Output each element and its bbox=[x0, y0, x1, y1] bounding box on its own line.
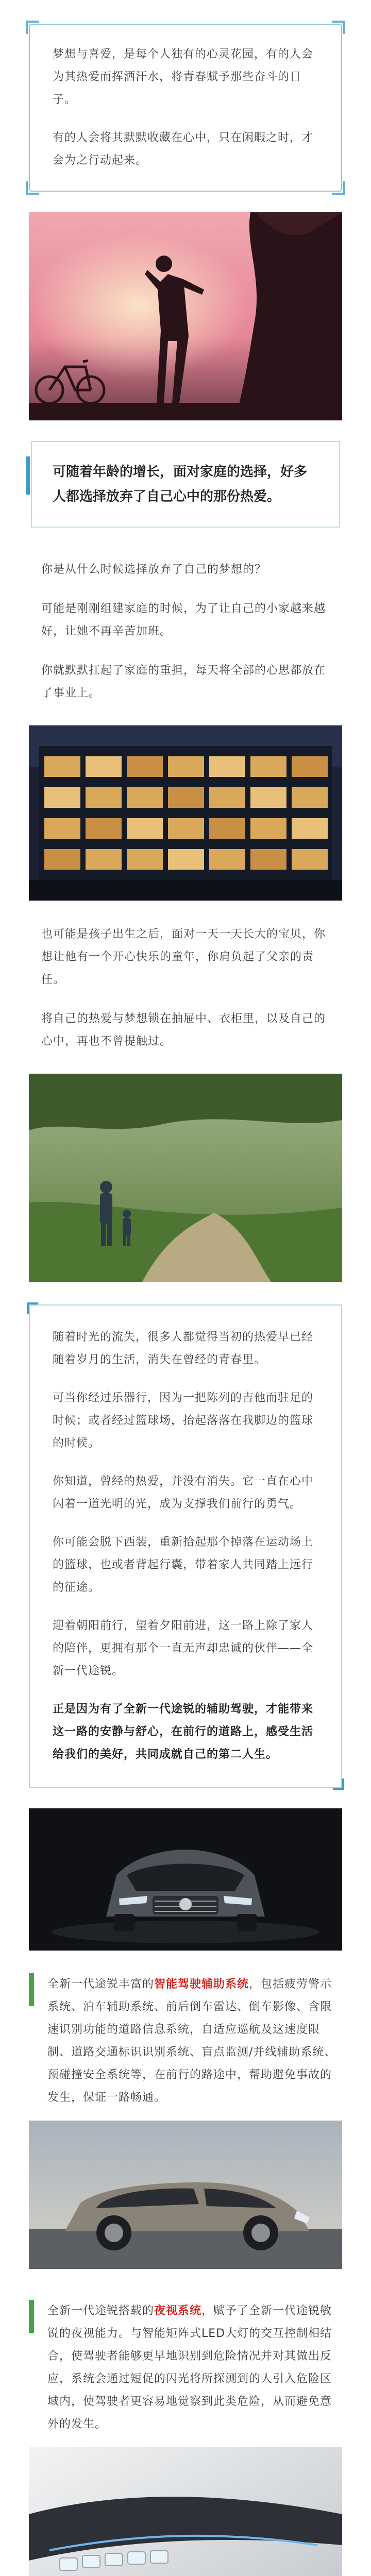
paragraph: 你是从什么时候选择放弃了自己的梦想的？ bbox=[41, 563, 267, 576]
touareg-front-image bbox=[29, 1808, 342, 1951]
touareg-front-photo bbox=[29, 1808, 342, 1951]
corner-decoration bbox=[333, 1778, 344, 1790]
corner-decoration bbox=[332, 181, 345, 195]
feature-text-post: ，包括疲劳警示系统、泊车辅助系统、前后倒车雷达、倒车影像、含限速识别功能的道路信息系统，自适应巡航及这速度限制、道路交通标识识别系统、盲点监测/并线辅助系统、预碰撞安全系统等，在前行的路途中，帮助避免事故的发生，保证一路畅通。 bbox=[47, 1978, 336, 2104]
feature-highlight: 夜视系统 bbox=[154, 2304, 202, 2317]
feature-paragraph bbox=[47, 2300, 342, 2436]
feature-assist-section bbox=[29, 1973, 342, 2109]
feature-highlight: 智能驾驶辅助系统 bbox=[154, 1978, 249, 1991]
paragraph: 你知道，曾经的热爱，并没有消失。它一直在心中闪着一道光明的光，成为支撑我们前行的勇气。 bbox=[53, 1475, 314, 1511]
building-windows bbox=[39, 746, 332, 895]
paragraph: 你就默默扛起了家庭的重担，每天将全部的心思都放在了事业上。 bbox=[41, 664, 326, 700]
feature-text-post: ，赋予了全新一代途锐敏锐的夜视能力。与智能矩阵式LED大灯的交互控制相结合，使驾驶者能够更早地识别到危险情况并对其做出反应，系统会通过短促的闪光将所探测到的人引入危险区域内，使驾驶者更容易地觉察到此类危险，从而避免意外的发生。 bbox=[47, 2304, 332, 2431]
intro-line: 有的人会将其默默收藏在心中，只在闲暇之时，才会为之行动起来。 bbox=[53, 131, 314, 167]
father-child-walking-photo bbox=[29, 1074, 342, 1282]
feature-text-pre: 全新一代途锐搭载的 bbox=[47, 2304, 155, 2317]
basketball-silhouette-image bbox=[29, 212, 342, 420]
touareg-headlight-image bbox=[29, 2447, 342, 2576]
paragraph: 迎着朝阳前行，望着夕阳前进，这一路上除了家人的陪伴，更拥有那个一直无声却忠诚的伙伴——全新一代途锐。 bbox=[53, 1619, 314, 1677]
intro-line: 梦想与喜爱，是每个人独有的心灵花园，有的人会为其热爱而挥洒汗水，将青春赋予那些奋斗的日子。 bbox=[53, 48, 314, 106]
feature-accent-bar bbox=[29, 1973, 34, 2006]
paragraph: 将自己的热爱与梦想锁在抽屉中、衣柜里，以及自己的心中，再也不曾提触过。 bbox=[41, 1012, 326, 1048]
paragraph: 你可能会脱下西装，重新拾起那个掉落在运动场上的篮球，也或者背起行囊，带着家人共同踏上远行的征途。 bbox=[53, 1536, 314, 1594]
corner-decoration bbox=[332, 21, 345, 34]
quote-box bbox=[31, 441, 340, 528]
office-building-photo bbox=[29, 725, 342, 901]
quote-accent-bar bbox=[26, 456, 30, 495]
touareg-headlight-photo bbox=[29, 2447, 342, 2576]
touareg-side-image bbox=[29, 2121, 342, 2269]
emphasis-paragraph: 正是因为有了全新一代途锐的辅助驾驶，才能带来这一路的安静与舒心，在前行的道路上，感受生活给我们的美好，共同成就自己的第二人生。 bbox=[53, 1703, 314, 1761]
intro-box bbox=[29, 24, 342, 192]
story-panel bbox=[29, 1304, 342, 1788]
child-section bbox=[41, 923, 330, 1053]
feature-paragraph bbox=[47, 1973, 342, 2109]
corner-decoration bbox=[26, 181, 39, 195]
paragraph: 可当你经过乐器行，因为一把陈列的吉他而驻足的时候；或者经过篮球场，抬起落落在我脚边的篮球的时候。 bbox=[53, 1392, 314, 1450]
feature-text-pre: 全新一代途锐丰富的 bbox=[47, 1978, 155, 1991]
touareg-side-photo bbox=[29, 2121, 342, 2269]
father-child-image bbox=[29, 1074, 342, 1282]
paragraph: 可能是刚刚组建家庭的时候，为了让自己的小家越来越好，让她不再辛苦加班。 bbox=[41, 602, 326, 638]
basketball-silhouette-photo bbox=[29, 212, 342, 420]
quote-text: 可随着年龄的增长，面对家庭的选择，好多人都选择放弃了自己心中的那份热爱。 bbox=[31, 441, 340, 528]
feature-night-vision-section bbox=[29, 2300, 342, 2436]
office-building-image bbox=[29, 725, 342, 901]
feature-accent-bar bbox=[29, 2300, 34, 2333]
corner-decoration bbox=[26, 21, 39, 34]
paragraph: 也可能是孩子出生之后，面对一天一天长大的宝贝，你想让他有一个开心快乐的童年，你肩负起了父亲的责任。 bbox=[41, 928, 326, 986]
question-section bbox=[41, 558, 330, 705]
paragraph: 随着时光的流失，很多人都觉得当初的热爱早已经随着岁月的生活，消失在曾经的青春里。 bbox=[53, 1331, 314, 1366]
corner-decoration bbox=[27, 1302, 38, 1314]
